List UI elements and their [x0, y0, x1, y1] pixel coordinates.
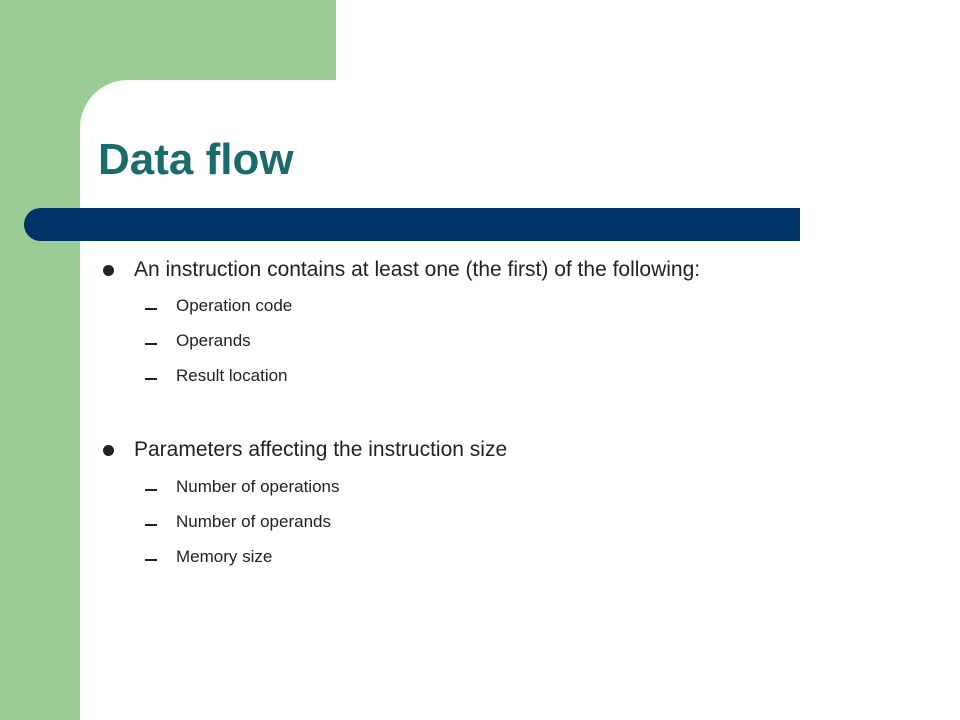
sub-item: Operation code — [176, 296, 293, 315]
dash-icon — [145, 343, 157, 345]
dash-icon — [145, 559, 157, 561]
sub-item: Memory size — [176, 547, 273, 566]
dash-icon — [145, 378, 157, 380]
bullet-item: Parameters affecting the instruction size — [134, 438, 508, 461]
slide-title: Data flow — [98, 135, 294, 184]
sub-item: Number of operands — [176, 512, 331, 531]
dash-icon — [145, 524, 157, 526]
dash-icon — [145, 489, 157, 491]
sub-item: Number of operations — [176, 477, 340, 496]
sub-item: Operands — [176, 331, 251, 350]
dash-icon — [145, 308, 157, 310]
title-underline-bar — [24, 208, 800, 241]
bullet-dot-icon — [103, 445, 114, 456]
sub-item: Result location — [176, 366, 288, 385]
bullet-item: An instruction contains at least one (the first) of the following: — [134, 258, 701, 281]
bullet-dot-icon — [103, 265, 114, 276]
